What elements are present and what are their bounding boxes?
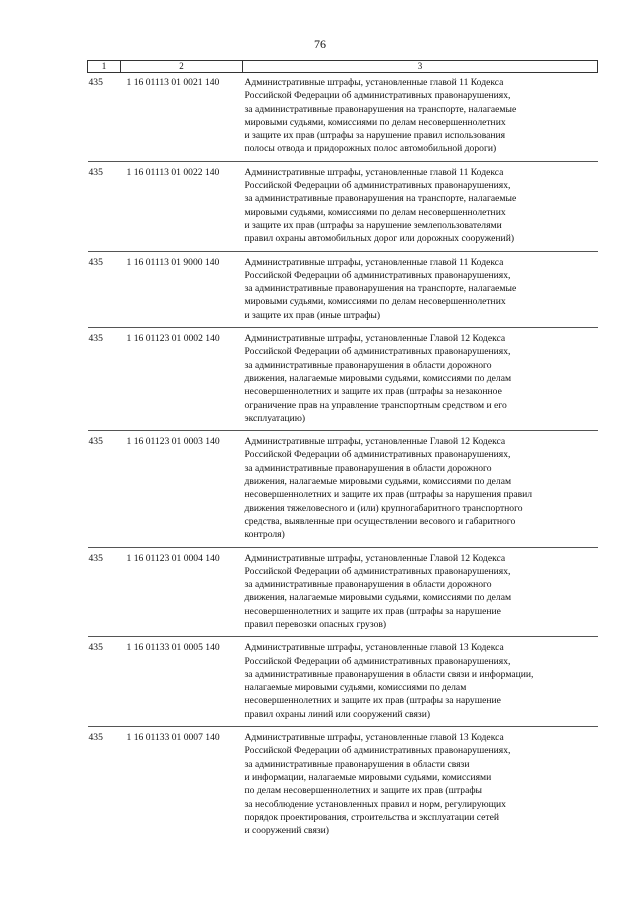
description-line: контроля) <box>244 529 285 541</box>
description-line: и защите их прав (штрафы за нарушение землепользователями <box>244 219 502 231</box>
description-line: Российской Федерации об административных правонарушениях, <box>244 745 511 757</box>
table-row <box>88 251 598 327</box>
description-line: порядок проектирования, строительства и эксплуатации сетей <box>244 811 500 823</box>
table-row <box>88 727 598 843</box>
admin-code-cell: 435 <box>88 727 121 843</box>
description-line: средства, выявленные при осуществлении весового и габаритного <box>244 515 516 527</box>
description-line: эксплуатацию) <box>244 412 306 424</box>
description-line: Административные штрафы, установленные главой 11 Кодекса <box>244 77 504 88</box>
table-row <box>88 637 598 727</box>
kbk-code-cell: 1 16 01113 01 0022 140 <box>121 161 243 251</box>
table-body <box>88 73 598 843</box>
admin-code-cell: 435 <box>88 547 121 637</box>
description-line: Российской Федерации об административных правонарушениях, <box>244 449 511 461</box>
description-line: за административные правонарушения в области связи <box>244 758 470 770</box>
kbk-code-cell: 1 16 01133 01 0005 140 <box>121 637 243 727</box>
admin-code-cell: 435 <box>88 328 121 431</box>
description-cell <box>243 251 598 327</box>
admin-code-cell: 435 <box>88 161 121 251</box>
description-line: правил перевозки опасных грузов) <box>244 618 387 630</box>
kbk-code-cell: 1 16 01113 01 9000 140 <box>121 251 243 327</box>
description-line: несовершеннолетних и защите их прав (штрафы за нарушение <box>244 695 501 707</box>
header-col-3: 3 <box>243 61 598 73</box>
description-line: за административные правонарушения в области дорожного <box>244 462 492 474</box>
description-line: движения, налагаемые мировыми судьями, комиссиями по делам <box>244 476 512 488</box>
admin-code-cell: 435 <box>88 251 121 327</box>
table-row <box>88 547 598 637</box>
kbk-code-cell: 1 16 01123 01 0002 140 <box>121 328 243 431</box>
description-line: Российской Федерации об административных правонарушениях, <box>244 90 511 102</box>
description-line: движения, налагаемые мировыми судьями, комиссиями по делам <box>244 372 512 384</box>
table-row <box>88 431 598 547</box>
description-line: Российской Федерации об административных правонарушениях, <box>244 346 511 358</box>
kbk-code-cell: 1 16 01133 01 0007 140 <box>121 727 243 843</box>
description-line: Российской Федерации об административных правонарушениях, <box>244 565 511 577</box>
table-row <box>88 328 598 431</box>
description-line: правил охраны автомобильных дорог или дорожных сооружений) <box>244 233 515 245</box>
description-cell <box>243 727 598 843</box>
description-line: правил охраны линий или сооружений связи) <box>244 708 431 720</box>
description-line: несовершеннолетних и защите их прав (штрафы за нарушения правил <box>244 489 533 501</box>
description-line: Административные штрафы, установленные Главой 12 Кодекса <box>244 552 506 564</box>
description-cell <box>243 328 598 431</box>
description-line: мировыми судьями, комиссиями по делам несовершеннолетних <box>244 116 506 128</box>
kbk-code-cell: 1 16 01113 01 0021 140 <box>126 77 220 88</box>
header-col-1: 1 <box>88 61 121 73</box>
table-header <box>88 61 598 73</box>
description-line: несовершеннолетних и защите их прав (штрафы за нарушение <box>244 605 501 617</box>
description-line: за административные правонарушения на транспорте, налагаемые <box>244 103 517 115</box>
description-line: движения тяжеловесного и (или) крупногабаритного транспортного <box>244 502 523 514</box>
description-line: Административные штрафы, установленные главой 13 Кодекса <box>244 732 504 744</box>
admin-code-cell: 435 <box>88 77 103 88</box>
description-cell <box>243 431 598 547</box>
description-line: ограничение прав на управление транспортным средством и его <box>244 399 507 411</box>
description-line: и сооружений связи) <box>244 825 329 837</box>
kbk-code-cell: 1 16 01123 01 0003 140 <box>121 431 243 547</box>
description-line: и информации, налагаемые мировыми судьями, комиссиями <box>244 771 492 783</box>
header-row <box>88 61 598 73</box>
description-line: движения, налагаемые мировыми судьями, комиссиями по делам <box>244 592 512 604</box>
description-line: Административные штрафы, установленные главой 11 Кодекса <box>244 166 504 178</box>
description-line: Российской Федерации об административных правонарушениях, <box>244 180 511 192</box>
description-line: по делам несовершеннолетних и защите их прав (штрафы <box>244 785 482 797</box>
page-number: 76 <box>314 37 326 51</box>
description-line: Административные штрафы, установленные Главой 12 Кодекса <box>244 333 506 345</box>
description-line: за административные правонарушения в области связи и информации, <box>244 668 534 680</box>
description-line: за несоблюдение установленных правил и норм, регулирующих <box>244 798 506 810</box>
table-row <box>88 73 598 162</box>
description-line: и защите их прав (иные штрафы) <box>244 309 381 321</box>
description-cell <box>243 161 598 251</box>
admin-code-cell: 435 <box>88 431 121 547</box>
description-line: Российской Федерации об административных правонарушениях, <box>244 269 511 281</box>
description-line: за административные правонарушения в области дорожного <box>244 579 492 591</box>
description-line: и защите их прав (штрафы за нарушение правил использования <box>244 130 506 142</box>
description-line: за административные правонарушения в области дорожного <box>244 359 492 371</box>
description-line: Административные штрафы, установленные Главой 12 Кодекса <box>244 436 506 448</box>
description-line: мировыми судьями, комиссиями по делам несовершеннолетних <box>244 296 506 308</box>
budget-classification-table <box>87 60 598 842</box>
description-cell <box>243 73 598 162</box>
description-cell <box>243 637 598 727</box>
description-line: полосы отвода и придорожных полос автомобильной дороги) <box>244 143 497 155</box>
description-line: мировыми судьями, комиссиями по делам несовершеннолетних <box>244 206 506 218</box>
description-line: Российской Федерации об административных правонарушениях, <box>244 655 511 667</box>
description-line: за административные правонарушения на транспорте, налагаемые <box>244 193 517 205</box>
description-line: налагаемые мировыми судьями, комиссиями по делам <box>244 682 467 694</box>
header-col-2: 2 <box>121 61 243 73</box>
kbk-code-cell: 1 16 01123 01 0004 140 <box>121 547 243 637</box>
table-row <box>88 161 598 251</box>
description-line: несовершеннолетних и защите их прав (штрафы за незаконное <box>244 386 502 398</box>
description-cell <box>243 547 598 637</box>
admin-code-cell: 435 <box>88 637 121 727</box>
description-line: за административные правонарушения на транспорте, налагаемые <box>244 283 517 295</box>
description-line: Административные штрафы, установленные главой 13 Кодекса <box>244 642 504 654</box>
description-line: Административные штрафы, установленные главой 11 Кодекса <box>244 256 504 268</box>
